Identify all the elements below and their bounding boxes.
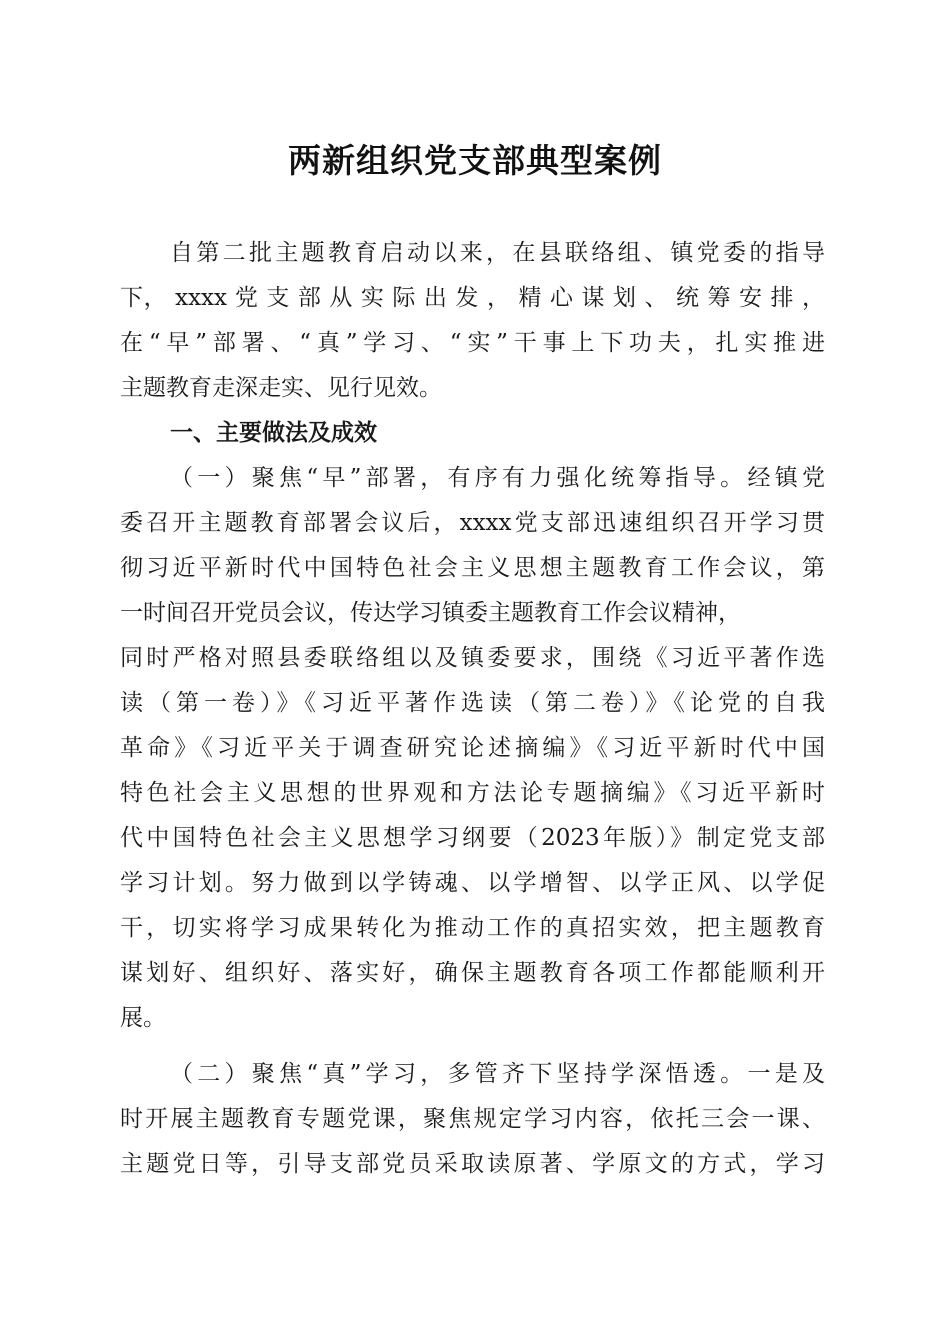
paragraph-line: 时开展主题教育专题党课，聚焦规定学习内容，依托三会一课、 — [120, 1106, 825, 1132]
paragraph-line: 主题党日等，引导支部党员采取读原著、学原文的方式，学习 — [120, 1151, 825, 1177]
paragraph-line: 下， xxxx 党 支 部 从 实 际 出 发 ， 精 心 谋 划 、 统 筹 安 排 ， — [120, 285, 825, 311]
paragraph-line: 自第二批主题教育启动以来，在县联络组、镇党委的指导 — [170, 240, 825, 266]
paragraph-line: （二）聚焦“真”学习，多管齐下坚持学深悟透。一是及 — [170, 1061, 825, 1087]
paragraph-line: 彻习近平新时代中国特色社会主义思想主题教育工作会议，第 — [120, 555, 825, 581]
paragraph-line: 谋划好、组织好、落实好，确保主题教育各项工作都能顺利开 — [120, 960, 825, 986]
paragraph-line: 读（第一卷）》《习近平著作选读（第二卷）》《论党的自我 — [120, 690, 825, 716]
paragraph-line: 委召开主题教育部署会议后，xxxx党支部迅速组织召开学习贯 — [120, 510, 825, 536]
document-title: 两新组织党支部典型案例 — [288, 141, 662, 180]
paragraph-line: 一时间召开党员会议，传达学习镇委主题教育工作会议精神， — [120, 600, 741, 626]
intro-paragraph — [120, 231, 825, 411]
paragraph-line: 在“早”部署、“真”学习、“实”干事上下功夫，扎实推进 — [120, 330, 825, 356]
paragraph-line: 同时严格对照县委联络组以及镇委要求，围绕《习近平著作选 — [120, 645, 825, 671]
paragraph-line: 展。 — [120, 1005, 166, 1031]
paragraph-line: 代中国特色社会主义思想学习纲要（2023年版）》制定党支部 — [120, 825, 825, 851]
document-body — [120, 231, 825, 1187]
subsection-2-paragraph — [120, 1052, 825, 1187]
paragraph-line: （一）聚焦“早”部署，有序有力强化统筹指导。经镇党 — [170, 465, 825, 491]
paragraph-line: 学习计划。努力做到以学铸魂、以学增智、以学正风、以学促 — [120, 870, 825, 896]
paragraph-line: 主题教育走深走实、见行见效。 — [120, 375, 442, 401]
paragraph-line: 革命》《习近平关于调查研究论述摘编》《习近平新时代中国 — [120, 735, 825, 761]
paragraph-line: 干，切实将学习成果转化为推动工作的真招实效，把主题教育 — [120, 915, 825, 941]
section-heading: 一、主要做法及成效 — [170, 420, 377, 446]
paragraph-line: 特色社会主义思想的世界观和方法论专题摘编》《习近平新时 — [120, 780, 825, 806]
paragraph-gap — [120, 1041, 825, 1052]
subsection-1-paragraph — [120, 456, 825, 1041]
